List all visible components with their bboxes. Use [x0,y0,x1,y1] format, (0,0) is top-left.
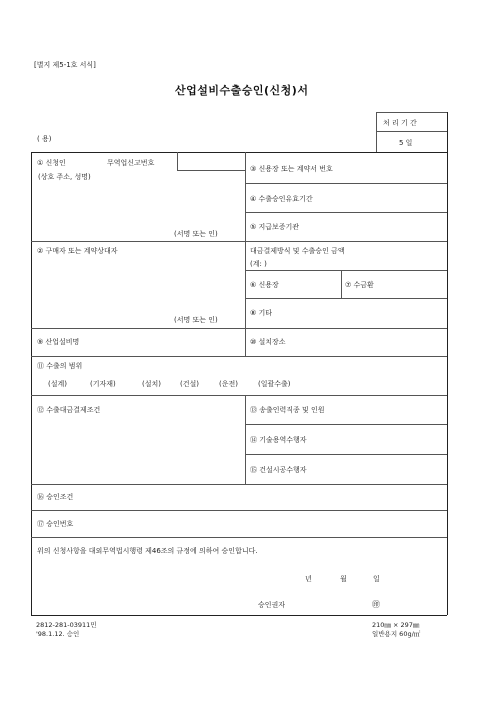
column-divider-2 [245,395,246,484]
buyer-label: ② 구매자 또는 계약상대자 [37,247,118,255]
scope-equipment: (기자재) [90,380,116,388]
scope-design: (설계) [48,380,67,388]
trade-registration-label: 무역업신고번호 [107,159,155,167]
right-rule-2 [245,212,447,213]
right-rule-5 [245,424,447,425]
applicant-label: ① 신청인 [37,159,66,167]
remittance-label: ⑦ 수금환 [345,281,374,289]
scope-construction: (건설) [180,380,199,388]
guarantor-label: ⑤ 지급보증기관 [250,223,300,231]
row-rule-4 [31,395,447,396]
row-rule-1 [31,241,447,242]
trade-no-box-left [177,152,178,170]
row-rule-6 [31,510,447,511]
row-rule-3 [31,356,447,357]
column-divider-1 [245,152,246,356]
seal-mark: ㊞ [372,600,380,609]
plant-name-label: ⑨ 산업설비명 [37,338,80,346]
processing-box-mid [376,131,447,132]
payment-split-divider [341,270,342,298]
processing-period-label: 처 리 기 간 [383,119,417,127]
form-right-border [447,112,448,615]
scope-installation: (설치) [142,380,161,388]
right-rule-1 [245,183,447,184]
date-year: 년 [305,575,312,583]
applicant-signature: (서명 또는 인) [174,230,218,238]
date-month: 월 [340,575,347,583]
form-bottom-border [31,615,447,616]
right-rule-4 [245,298,447,299]
form-reference: [별지 제5-1호 서식] [34,61,96,69]
applicant-sub-label: (상호 주소, 성명) [38,173,91,181]
other-payment-label: ⑧ 기타 [250,309,273,317]
processing-box-top [376,112,447,113]
scope-turnkey: (일괄수출) [258,380,291,388]
scope-operation: (운전) [219,380,238,388]
letter-of-credit-label: ⑥ 신용장 [250,281,279,289]
right-rule-6 [245,454,447,455]
form-top-border [31,152,447,153]
installation-site-label: ⑩ 설치장소 [250,338,286,346]
lc-contract-number-label: ③ 신용장 또는 계약서 번호 [250,165,333,173]
approver-label: 승인권자 [258,601,286,609]
processing-period-value: 5 일 [399,139,413,147]
buyer-signature: (서명 또는 인) [174,316,218,324]
row-rule-5 [31,484,447,485]
approval-conditions-label: ⑯ 승인조건 [37,493,74,501]
payment-total-label: (계: ) [250,260,267,268]
page-title: 산업설비수출승인(신청)서 [175,84,309,97]
processing-box-left [376,112,377,152]
row-rule-2 [31,328,447,329]
right-rule-3 [245,270,447,271]
paper-size: 210㎜ × 297㎜ [372,621,420,629]
date-day: 일 [373,575,380,583]
purpose-label: ( 용) [37,135,52,143]
technical-service-label: ⑭ 기술용역수행자 [250,436,307,444]
trade-no-box-bottom [177,170,245,171]
form-approval-date: '98.1.12. 승인 [36,630,80,638]
export-scope-label: ⑪ 수출의 범위 [37,362,83,370]
form-left-border [31,152,32,615]
construction-contractor-label: ⑮ 건설시공수행자 [250,466,307,474]
paper-type: 일반용지 60g/㎡ [372,630,421,638]
approval-number-label: ⑰ 승인번호 [37,520,74,528]
row-rule-7 [31,537,447,538]
dispatched-personnel-label: ⑬ 송출인력직종 및 인원 [250,406,325,414]
payment-method-label: 대금결제방식 및 수출승인 금액 [250,247,345,255]
export-validity-label: ④ 수출승인유효기간 [250,195,313,203]
form-code: 2812-281-03911민 [36,621,97,629]
payment-terms-label: ⑫ 수출대금결제조건 [37,406,101,414]
approval-statement: 위의 신청사항을 대외무역법시행령 제46조의 규정에 의하여 승인합니다. [37,547,258,555]
